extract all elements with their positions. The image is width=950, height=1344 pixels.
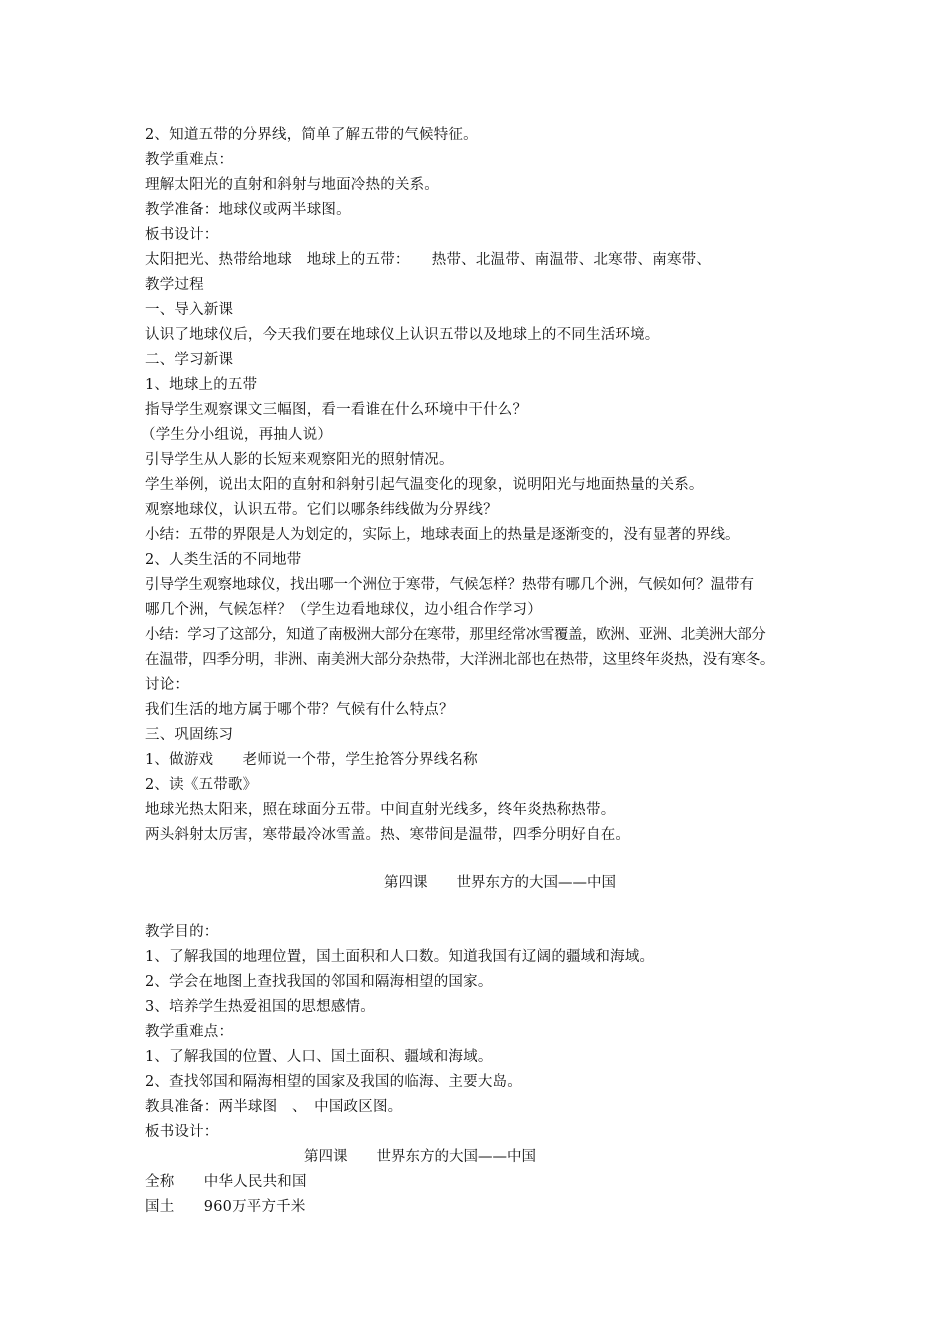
text-line: （学生分小组说，再抽人说） — [141, 427, 333, 443]
text-line: 1、做游戏 老师说一个带，学生抢答分界线名称 — [145, 752, 478, 768]
text-line: 教学准备：地球仪或两半球图。 — [145, 202, 351, 218]
text-line: 3、培养学生热爱祖国的思想感情。 — [145, 999, 375, 1015]
text-line: 小结：五带的界限是人为划定的，实际上，地球表面上的热量是逐渐变的，没有显著的界线。 — [145, 527, 740, 543]
text-line: 理解太阳光的直射和斜射与地面冷热的关系。 — [145, 177, 439, 193]
text-line: 2、人类生活的不同地带 — [145, 552, 302, 568]
text-line: 认识了地球仪后，今天我们要在地球仪上认识五带以及地球上的不同生活环境。 — [145, 327, 660, 343]
text-line: 指导学生观察课文三幅图，看一看谁在什么环境中干什么？ — [145, 402, 528, 418]
text-line: 2、读《五带歌》 — [145, 777, 258, 793]
text-line: 教学目的： — [145, 924, 219, 940]
text-line: 教具准备：两半球图 、 中国政区图。 — [145, 1099, 403, 1115]
text-line: 学生举例，说出太阳的直射和斜射引起气温变化的现象，说明阳光与地面热量的关系。 — [145, 477, 704, 493]
board-line: 全称 中华人民共和国 — [145, 1174, 307, 1190]
text-line: 讨论： — [145, 677, 190, 693]
board-line: 国土 960万平方千米 — [145, 1199, 306, 1215]
lesson-title: 第四课 世界东方的大国——中国 — [384, 875, 616, 891]
text-line: 2、学会在地图上查找我国的邻国和隔海相望的国家。 — [145, 974, 493, 990]
text-line: 2、查找邻国和隔海相望的国家及我国的临海、主要大岛。 — [145, 1074, 522, 1090]
text-line: 1、了解我国的位置、人口、国土面积、疆域和海域。 — [145, 1049, 493, 1065]
text-line: 1、了解我国的地理位置，国土面积和人口数。知道我国有辽阔的疆域和海域。 — [145, 949, 655, 965]
text-line: 太阳把光、热带给地球 地球上的五带： 热带、北温带、南温带、北寒带、南寒带、 — [145, 252, 712, 268]
text-line: 两头斜射太厉害，寒带最冷冰雪盖。热、寒带间是温带，四季分明好自在。 — [145, 827, 631, 843]
section-heading: 三、巩固练习 — [145, 727, 234, 743]
text-line: 在温带，四季分明，非洲、南美洲大部分杂热带，大洋洲北部也在热带，这里终年炎热，没有寒冬。 — [145, 652, 775, 668]
text-line: 2、知道五带的分界线，简单了解五带的气候特征。 — [145, 127, 478, 143]
text-line: 观察地球仪，认识五带。它们以哪条纬线做为分界线？ — [145, 502, 498, 518]
text-line: 1、地球上的五带 — [145, 377, 258, 393]
section-heading: 二、学习新课 — [145, 352, 234, 368]
text-line: 引导学生从人影的长短来观察阳光的照射情况。 — [145, 452, 454, 468]
text-line: 教学重难点： — [145, 1024, 234, 1040]
text-line: 教学过程 — [145, 277, 204, 293]
text-line: 哪几个洲，气候怎样？（学生边看地球仪，边小组合作学习） — [145, 602, 542, 618]
text-line: 地球光热太阳来，照在球面分五带。中间直射光线多，终年炎热称热带。 — [145, 802, 616, 818]
text-line: 小结：学习了这部分，知道了南极洲大部分在寒带，那里经常冰雪覆盖，欧洲、亚洲、北美洲大部分 — [145, 627, 766, 643]
board-title: 第四课 世界东方的大国——中国 — [304, 1149, 536, 1165]
text-line: 板书设计： — [145, 1124, 219, 1140]
section-heading: 一、导入新课 — [145, 302, 234, 318]
text-line: 教学重难点： — [145, 152, 234, 168]
text-line: 板书设计： — [145, 227, 219, 243]
text-line: 引导学生观察地球仪，找出哪一个洲位于寒带，气候怎样？热带有哪几个洲，气候如何？温带有 — [145, 577, 754, 593]
text-line: 我们生活的地方属于哪个带？气候有什么特点？ — [145, 702, 454, 718]
